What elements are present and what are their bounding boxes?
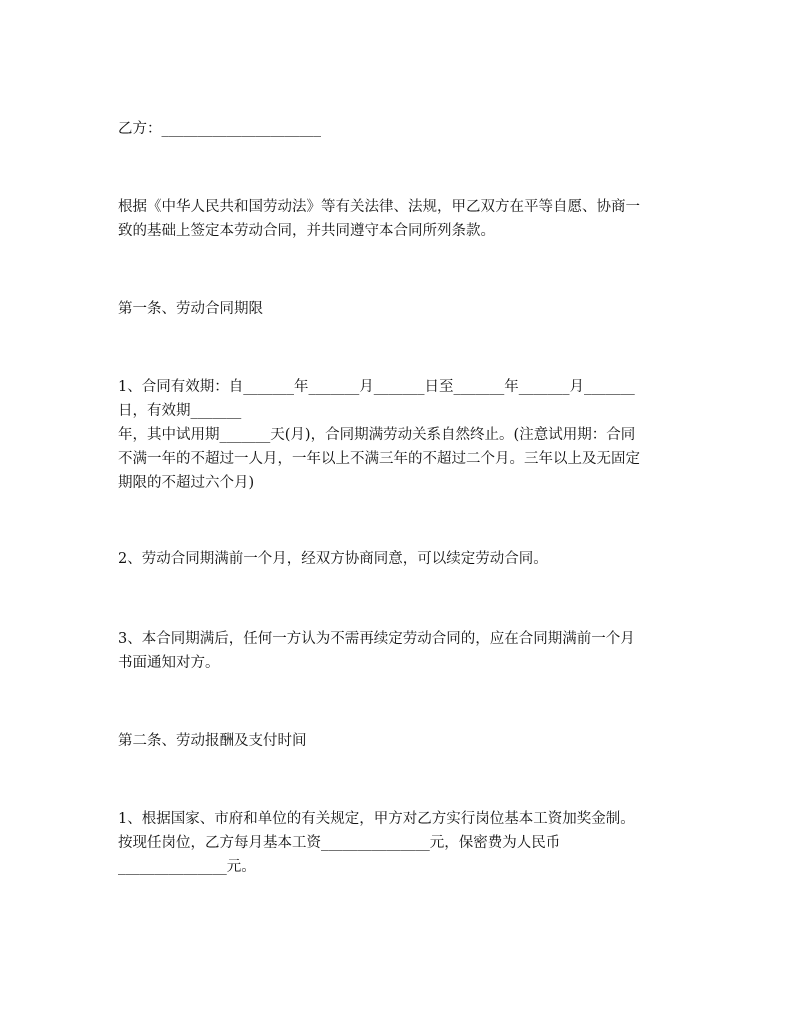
clause-line: 按现任岗位，乙方每月基本工资_______________元，保密费为人民币: [118, 835, 561, 851]
clause-line: 年，其中试用期_______天(月)，合同期满劳动关系自然终止。(注意试用期：合同: [118, 427, 636, 443]
intro-paragraph-line: 根据《中华人民共和国劳动法》等有关法律、法规，甲乙双方在平等自愿、协商一: [118, 199, 640, 215]
intro-paragraph-line: 致的基础上签定本劳动合同，并共同遵守本合同所列条款。: [118, 223, 495, 239]
party-b-line: 乙方：______________________: [118, 121, 321, 137]
article-heading: 第二条、劳动报酬及支付时间: [118, 733, 307, 749]
article-heading: 第一条、劳动合同期限: [118, 301, 263, 317]
clause-line: 2、劳动合同期满前一个月，经双方协商同意，可以续定劳动合同。: [118, 551, 548, 567]
clause-line: 不满一年的不超过一人月，一年以上不满三年的不超过二个月。三年以上及无固定: [118, 451, 640, 467]
clause-line: 书面通知对方。: [118, 655, 220, 671]
clause-line: _______________元。: [118, 859, 256, 875]
clause-line: 1、合同有效期：自_______年_______月_______日至_______年_______月_______: [118, 379, 635, 395]
clause-line: 日，有效期_______: [118, 403, 242, 419]
clause-line: 期限的不超过六个月): [118, 475, 255, 491]
clause-line: 3、本合同期满后，任何一方认为不需再续定劳动合同的，应在合同期满前一个月: [118, 631, 635, 647]
clause-line: 1、根据国家、市府和单位的有关规定，甲方对乙方实行岗位基本工资加奖金制。: [118, 811, 635, 827]
